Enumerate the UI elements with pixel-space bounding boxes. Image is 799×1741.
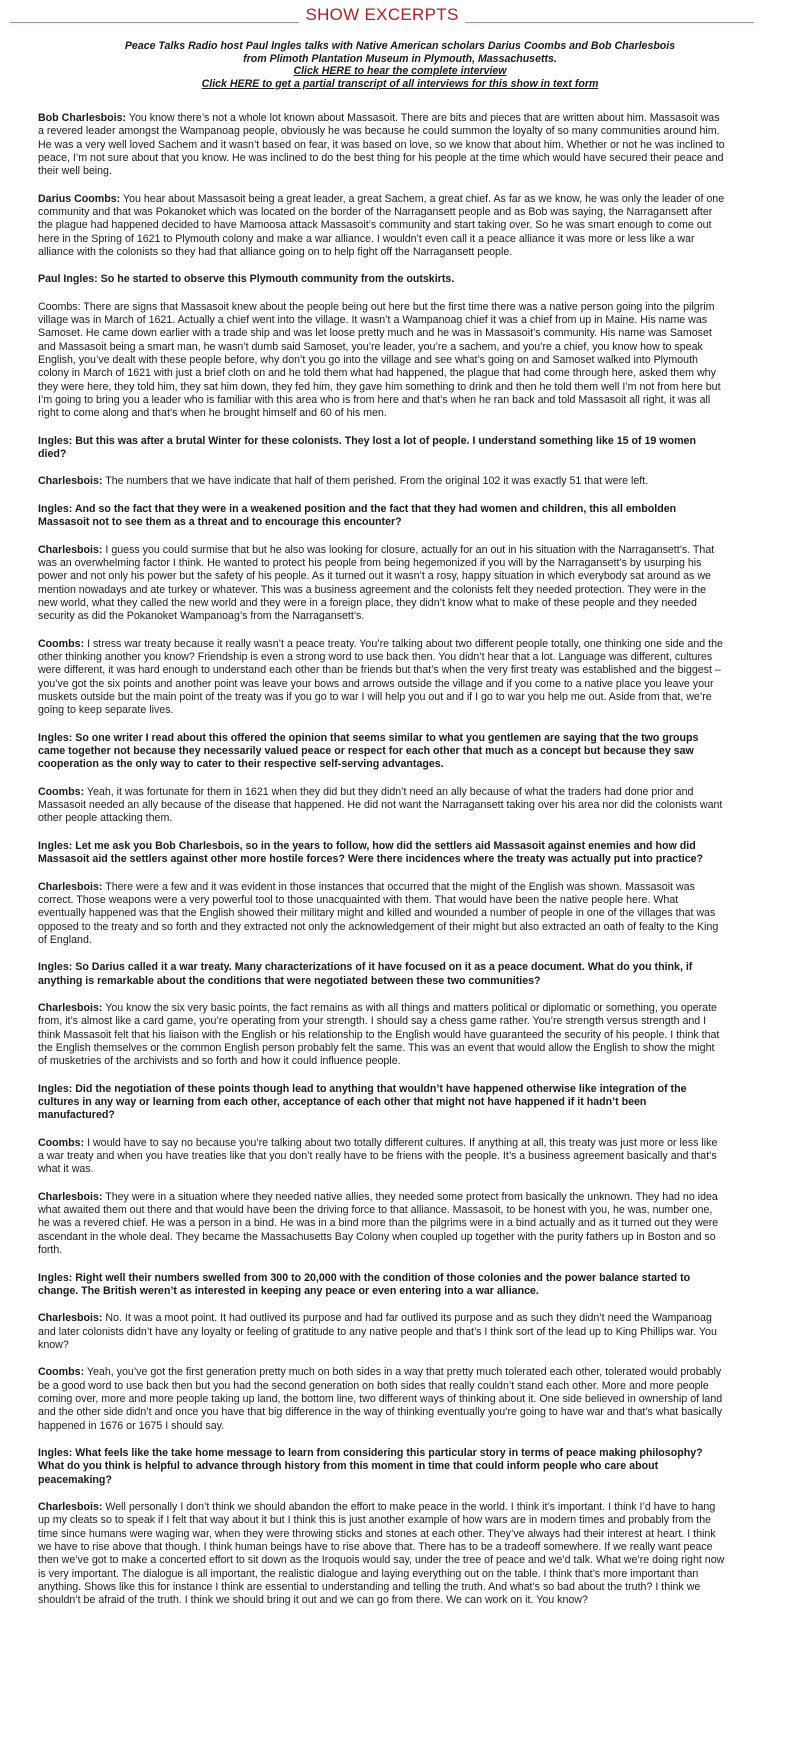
speaker-name: Darius Coombs: xyxy=(38,192,121,205)
speaker-name: Charlesbois: xyxy=(38,1190,103,1203)
speaker-name: Charlesbois: xyxy=(38,475,103,488)
interviewer-question xyxy=(38,503,726,530)
paragraph-text: They were in a situation where they needed native allies, they needed some protect from basically the unknown. They had no idea what awaited them out there and that would have been the driving force to that alliance. Massasoit, to be honest with you, he was, number one, he was a revered chief. He was a person in a bind. He was in a bind more than the pilgrims were in a bind actually and as it turned out they were ascendant in the whole deal. They became the Massachusetts Bay Colony when coupled up together with the purity fathers up in Boston and so forth. xyxy=(38,1190,719,1257)
interviewer-question xyxy=(38,732,726,772)
paragraph-text: Ingles: Right well their numbers swelled from 300 to 20,000 with the condition of those colonies and the power balance started to change. The British weren’t as interested in keeping any peace or even entering into a war alliance. xyxy=(38,1271,691,1297)
transcript-paragraph xyxy=(38,1002,726,1068)
transcript-paragraph xyxy=(38,1366,726,1432)
transcript xyxy=(38,112,726,1622)
paragraph-text: Coombs: There are signs that Massasoit knew about the people being out here but the first time there was a native person going into the pilgrim village was in March of 1621. Actually a chief went into the village. It wasn’t a Wampanoag chief it was a chief from up in Maine. His name was Samoset. He came down earlier with a trade ship and was let loose pretty much and he was in Massasoit’s community. His name was Samoset and Massasoit being a smart man, he wasn’t dumb said Samoset, you’re leader, you’re a sachem, and you’re a chief, you know how to speak English, you’ve dealt with these people before, why don’t you go into the village and see what’s going on and Samoset walked into Plymouth colony in March of 1621 with just a brief cloth on and he told them what had happened, the plague that had come through here, asked them why they were here, they told him, they sat him down, they fed him, they gave him something to drink and then he told them well I’m not from here but I’m going to bring you a leader who is familiar with this area who is from here and that’s when he ran back and told Massasoit all right, it was all right to come along and that’s when he brought himself and 60 of his men. xyxy=(38,300,721,420)
paragraph-text: Ingles: And so the fact that they were in a weakened position and the fact that they had women and children, this all embolden Massasoit not to see them as a threat and to encourage this encounter? xyxy=(38,502,677,529)
transcript-paragraph xyxy=(38,301,726,421)
intro-line-2: from Plimoth Plantation Museum in Plymouth, Massachusetts. xyxy=(243,52,557,65)
paragraph-text: Paul Ingles: So he started to observe this Plymouth community from the outskirts. xyxy=(38,273,455,286)
paragraph-text: Yeah, you’ve got the first generation pretty much on both sides in a way that pretty much tolerated each other, tolerated would probably be a good word to use back then but you had the second generation on both sides that really couldn’t stand each other. More and more people coming over, more and more people taking up land, the bottom line, two different ways of thinking about it. One side believed in ownership of land and the other side didn’t and once you have that big difference in the way of thinking eventually you’re going to have war and that’s what basically happened in 1676 or 1675 I should say. xyxy=(38,1366,723,1432)
transcript-paragraph xyxy=(38,786,726,826)
section-title: SHOW EXCERPTS xyxy=(305,5,459,24)
transcript-paragraph xyxy=(38,638,726,718)
interviewer-question xyxy=(38,1272,726,1299)
paragraph-text: Yeah, it was fortunate for them in 1621 when they did but they didn’t need an ally because of what the traders had done prior and Massasoit needed an ally because of the disease that happened. He did not want the Narragansett taking over his area nor did the colonists want other people attacking them. xyxy=(38,785,723,825)
interviewer-question xyxy=(38,961,726,988)
paragraph-text: I would have to say no because you’re talking about two totally different cultures. If anything at all, this treaty was just more or less like a war treaty and when you have treaties like that you don’t really have to be friens with the people. It’s a business agreement basically and that’s what it was. xyxy=(38,1136,718,1176)
header-rule-left xyxy=(10,22,299,23)
section-header xyxy=(10,4,754,26)
speaker-name: Bob Charlesbois: xyxy=(38,112,127,124)
interviewer-question xyxy=(38,840,726,867)
interviewer-question xyxy=(38,273,726,286)
paragraph-text: Ingles: What feels like the take home message to learn from considering this particular story in terms of peace making philosophy? What do you think is helpful to advance through history from this moment in time that could inform people who care about peacemaking? xyxy=(38,1447,703,1486)
interviewer-question xyxy=(38,1083,726,1123)
interviewer-question xyxy=(38,435,726,462)
intro-line-1: Peace Talks Radio host Paul Ingles talks with Native American scholars Darius Coombs and Bob Charlesbois xyxy=(124,40,676,52)
complete-interview-link[interactable]: Click HERE to hear the complete interview xyxy=(293,65,507,78)
paragraph-text: No. It was a moot point. It had outlived its purpose and had far outlived its purpose and as such they didn’t need the Wampanoag and later colonists didn’t have any loyalty or feeling of gratitude to any native people and that’s I think sort of the lead up to King Phillips war. You know? xyxy=(38,1312,717,1351)
transcript-paragraph xyxy=(38,1191,726,1257)
transcript-paragraph xyxy=(38,193,726,259)
transcript-paragraph xyxy=(38,1501,726,1607)
speaker-name: Charlesbois: xyxy=(38,880,103,893)
transcript-link[interactable]: Click HERE to get a partial transcript of all interviews for this show in text form xyxy=(201,77,599,90)
transcript-paragraph xyxy=(38,1312,726,1352)
speaker-name: Coombs: xyxy=(38,785,85,798)
speaker-name: Coombs: xyxy=(38,1136,85,1149)
speaker-name: Charlesbois: xyxy=(38,543,103,556)
paragraph-text: You know there’s not a whole lot known about Massasoit. There are bits and pieces that are written about him. Massasoit was a revered leader amongst the Wampanoag people, obviously he was because he could summon the loyalty of so many communities around him. He was a very well loved Sachem and it wasn’t based on fear, it was based on love, so we know that about him. Whether or not he was inclined to peace, I’m not sure about that you know. He was inclined to do the best thing for his people at the time which would have secured their peace and their well being. xyxy=(38,112,725,178)
paragraph-text: There were a few and it was evident in those instances that occurred that the might of the English was shown. Massasoit was correct. Those weapons were a very powerful tool to those unacquainted with them. That would have been the native people here. What eventually happened was that the English showed their military might and killed and wounded a number of people in one of the villages that was opposed to the treaty and so forth and they extracted not only the acknowledgement of their might but also extracted an oath of fealty to the King of England. xyxy=(38,880,719,946)
paragraph-text: Well personally I don’t think we should abandon the effort to make peace in the world. I think it’s important. I think I’d have to hang up my cleats so to speak if I felt that way about it but I think this is just another example of how wars are in modern times and probably from the time since humans were waging war, when they were throwing sticks and stones at each other. They’ve always had their interest at heart. I think we have to rise above that though. I think human beings have to rise above that. There has to be a tradeoff somewhere. If we really want peace then we’ve got to make a concerted effort to sit down as the Iroquois would say, under the tree of peace and we’d talk. What we’re doing right now is very important. The dialogue is all important, the realistic dialogue and laying everything out on the table. I think that’s more important than anything. Shows like this for instance I think are essential to understanding and telling the truth. And what’s so bad about the truth? I think we shouldn’t be afraid of the truth. I think we should bring it out and we can go from there. We can work on it. You know? xyxy=(38,1501,725,1607)
paragraph-text: You hear about Massasoit being a great leader, a great Sachem, a great chief. As far as we know, he was only the leader of one community and that was Pokanoket which was located on the border of the Narragansett people and as Bob was saying, the Narragansett after the plague had happened decided to have Mamoosa attack Massasoit’s community and start taking over. So he was smart enough to come out here in the Spring of 1621 to Plymouth colony and make a war alliance. I wouldn’t even call it a peace alliance it was more or less like a war alliance with the colonists so they had that alliance going on to help fight off the Narragansett people. xyxy=(38,192,725,258)
paragraph-text: Ingles: Did the negotiation of these points though lead to anything that wouldn’t have happened otherwise like integration of the cultures in any way or learning from each other, acceptance of each other that might not have happened if it hadn’t been manufactured? xyxy=(38,1082,687,1122)
paragraph-text: You know the six very basic points, the fact remains as with all things and matters political or diplomatic or something, you operate from, it’s almost like a card game, you’re operating from your strength. I should say a chess game rather. You’re strength versus strength and I think Massasoit felt that his liaison with the English or his relationship to the English would have guaranteed the security of his people. I think that the English themselves or the common English person probably felt the same. This was an event that would allow the English to show the might of musketries of the archivists and so forth and how it could influence people. xyxy=(38,1002,720,1068)
speaker-name: Charlesbois: xyxy=(38,1501,103,1514)
transcript-paragraph xyxy=(38,1137,726,1177)
transcript-paragraph xyxy=(38,881,726,947)
transcript-paragraph xyxy=(38,544,726,624)
transcript-paragraph xyxy=(38,112,726,178)
paragraph-text: I stress war treaty because it really wasn’t a peace treaty. You’re talking about two different people totally, one thinking one side and the other thinking another you know? Friendship is even a strong word to use back then. You didn’t hear that a lot. Language was different, cultures were different, it was hard enough to understand each other than be friends but that’s when the very first treaty was established and the biggest – you’ve got the six points and another point was leave your bows and arrows outside the village and if you come to a native place you leave your muskets outside but the main point of the treaty was if you go to war I will help you out and if I go to war you help me out. Aside from that, we’re going to keep separate lives. xyxy=(38,637,723,717)
show-intro xyxy=(60,40,740,90)
transcript-paragraph xyxy=(38,475,726,488)
header-rule-right xyxy=(465,22,754,23)
speaker-name: Charlesbois: xyxy=(38,1002,103,1015)
speaker-name: Coombs: xyxy=(38,637,85,650)
speaker-name: Coombs: xyxy=(38,1366,85,1379)
paragraph-text: I guess you could surmise that but he also was looking for closure, actually for an out in his situation with the Narragansett’s. That was an overwhelming factor I think. He wanted to protect his people from being hegemonized if you will by the Narragansett’s by usurping his power and not only his power but the safety of his people. As it turned out it wasn’t a rosy, happy situation in which everybody sat around as we mention nowadays and ate turkey or whatever. This was a business agreement and the colonists felt they needed protection. They were in the new world, what they called the new world and they were in a foreign place, they didn’t know what to make of these people and they needed security as did the Pokanoket Wampanoag’s from the Narragansett’s. xyxy=(38,543,715,623)
paragraph-text: Ingles: So one writer I read about this offered the opinion that seems similar to what you gentlemen are saying that the two groups came together not because they necessarily valued peace or respect for each other that much as a concept but because they saw cooperation as the only way to cater to their respective self-serving advantages. xyxy=(38,731,699,771)
paragraph-text: Ingles: But this was after a brutal Winter for these colonists. They lost a lot of people. I understand something like 15 of 19 women died? xyxy=(38,434,696,460)
interviewer-question xyxy=(38,1447,726,1487)
paragraph-text: The numbers that we have indicate that half of them perished. From the original 102 it was exactly 51 that were left. xyxy=(102,475,649,488)
paragraph-text: Ingles: Let me ask you Bob Charlesbois, so in the years to follow, how did the settlers aid Massasoit against enemies and how did Massasoit aid the settlers against other more hostile forces? Were there incidences where the treaty was actually put into practice? xyxy=(38,839,704,866)
speaker-name: Charlesbois: xyxy=(38,1312,103,1325)
paragraph-text: Ingles: So Darius called it a war treaty. Many characterizations of it have focused on it as a peace document. What do you think, if anything is remarkable about the conditions that were negotiated between these two communities? xyxy=(38,961,693,987)
